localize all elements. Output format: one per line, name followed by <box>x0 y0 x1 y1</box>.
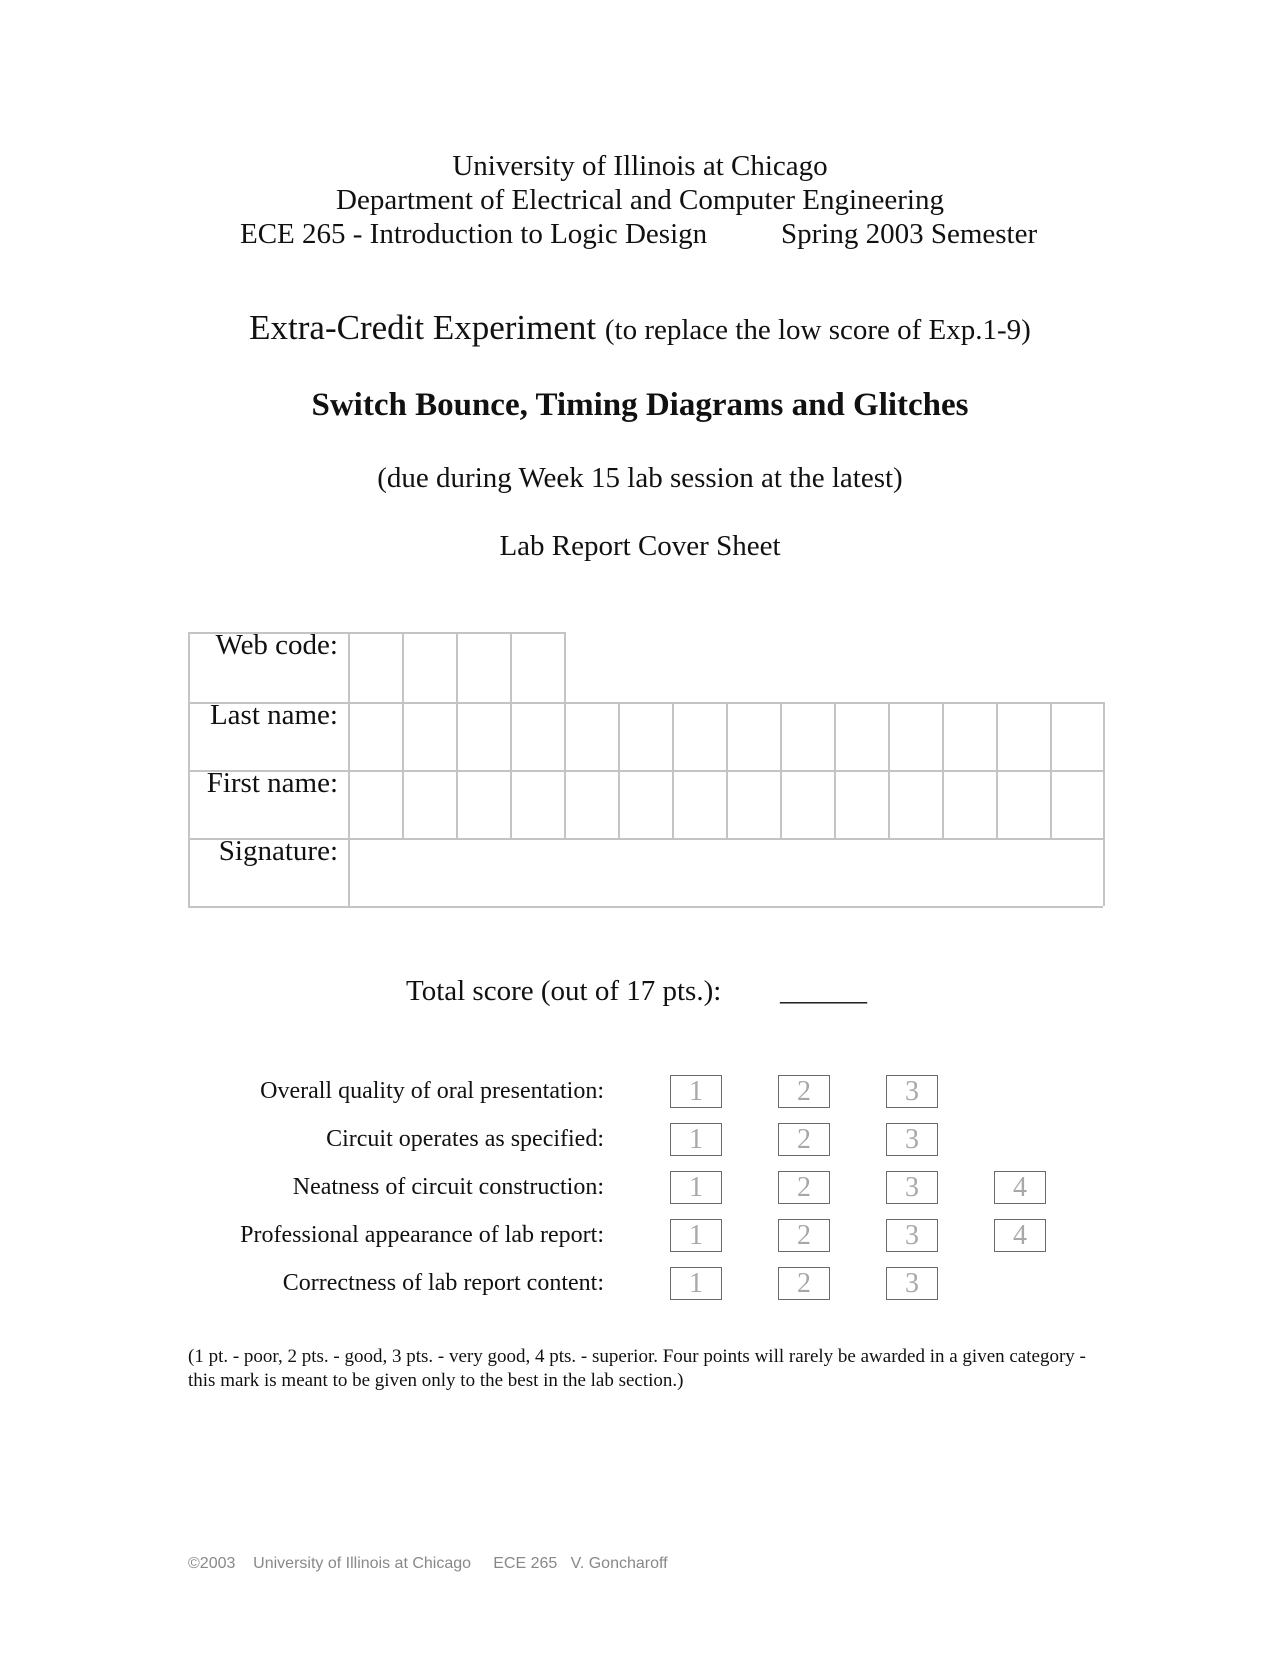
last-name-cell[interactable] <box>564 702 618 770</box>
criterion-label: Neatness of circuit construction: <box>292 1174 604 1200</box>
first-name-cell[interactable] <box>726 770 780 838</box>
first-name-label: First name: <box>206 767 338 799</box>
experiment-title-main: Extra-Credit Experiment <box>249 308 597 347</box>
score-option-2[interactable]: 2 <box>778 1123 830 1156</box>
lab-title: Switch Bounce, Timing Diagrams and Glitches <box>311 387 969 423</box>
first-name-cell[interactable] <box>672 770 726 838</box>
last-name-cell[interactable] <box>996 702 1050 770</box>
web-code-cell[interactable] <box>456 632 510 702</box>
first-name-cell[interactable] <box>1050 770 1104 838</box>
web-code-cell[interactable] <box>402 632 456 702</box>
criterion-label: Overall quality of oral presentation: <box>260 1078 604 1104</box>
cover-sheet-title: Lab Report Cover Sheet <box>499 530 781 562</box>
score-option-1[interactable]: 1 <box>670 1171 722 1204</box>
web-code-cell[interactable] <box>510 632 564 702</box>
last-name-cell[interactable] <box>456 702 510 770</box>
criterion-label: Professional appearance of lab report: <box>240 1222 604 1248</box>
score-option-1[interactable]: 1 <box>670 1267 722 1300</box>
score-option-2[interactable]: 2 <box>778 1075 830 1108</box>
score-option-2[interactable]: 2 <box>778 1267 830 1300</box>
web-code-cell[interactable] <box>348 632 402 702</box>
last-name-cell[interactable] <box>348 702 402 770</box>
score-option-1[interactable]: 1 <box>670 1123 722 1156</box>
first-name-cell[interactable] <box>888 770 942 838</box>
department-name: Department of Electrical and Computer Engineering <box>336 184 944 216</box>
score-option-3[interactable]: 3 <box>886 1075 938 1108</box>
first-name-cell[interactable] <box>564 770 618 838</box>
score-option-3[interactable]: 3 <box>886 1267 938 1300</box>
signature-label: Signature: <box>218 835 338 867</box>
last-name-cell[interactable] <box>402 702 456 770</box>
first-name-cell[interactable] <box>402 770 456 838</box>
form-grid-line <box>564 632 566 702</box>
total-score-blank: ______ <box>780 975 867 1007</box>
score-option-4[interactable]: 4 <box>994 1219 1046 1252</box>
signature-field[interactable] <box>348 838 1103 906</box>
last-name-cell[interactable] <box>942 702 996 770</box>
criterion-label: Correctness of lab report content: <box>282 1270 604 1296</box>
criterion-label: Circuit operates as specified: <box>326 1126 604 1152</box>
score-option-1[interactable]: 1 <box>670 1075 722 1108</box>
scoring-note: (1 pt. - poor, 2 pts. - good, 3 pts. - very good, 4 pts. - superior. Four points will rarely be awarded in a given category - this mark is meant to be given only to the best in the lab section.) <box>188 1346 1086 1391</box>
course-title: ECE 265 - Introduction to Logic Design <box>240 218 708 250</box>
first-name-cell[interactable] <box>780 770 834 838</box>
form-grid-line <box>188 906 1103 908</box>
score-option-2[interactable]: 2 <box>778 1171 830 1204</box>
page-footer: ©2003 University of Illinois at Chicago ECE 265 V. Goncharoff <box>188 1555 668 1572</box>
first-name-cell[interactable] <box>348 770 402 838</box>
first-name-cell[interactable] <box>996 770 1050 838</box>
last-name-cell[interactable] <box>780 702 834 770</box>
score-option-1[interactable]: 1 <box>670 1219 722 1252</box>
experiment-title <box>0 308 1280 350</box>
first-name-cell[interactable] <box>510 770 564 838</box>
first-name-cell[interactable] <box>618 770 672 838</box>
last-name-label: Last name: <box>209 699 338 731</box>
last-name-cell[interactable] <box>888 702 942 770</box>
last-name-cell[interactable] <box>1050 702 1104 770</box>
score-option-4[interactable]: 4 <box>994 1171 1046 1204</box>
due-date: (due during Week 15 lab session at the latest) <box>377 462 903 494</box>
score-option-3[interactable]: 3 <box>886 1123 938 1156</box>
last-name-cell[interactable] <box>726 702 780 770</box>
university-name: University of Illinois at Chicago <box>452 150 828 182</box>
first-name-cell[interactable] <box>834 770 888 838</box>
web-code-label: Web code: <box>215 629 338 661</box>
experiment-subtitle: (to replace the low score of Exp.1-9) <box>604 314 1031 346</box>
first-name-cell[interactable] <box>456 770 510 838</box>
score-option-3[interactable]: 3 <box>886 1219 938 1252</box>
last-name-cell[interactable] <box>834 702 888 770</box>
total-score-label: Total score (out of 17 pts.): <box>406 975 722 1007</box>
last-name-cell[interactable] <box>510 702 564 770</box>
last-name-cell[interactable] <box>618 702 672 770</box>
score-option-3[interactable]: 3 <box>886 1171 938 1204</box>
last-name-cell[interactable] <box>672 702 726 770</box>
score-option-2[interactable]: 2 <box>778 1219 830 1252</box>
first-name-cell[interactable] <box>942 770 996 838</box>
semester: Spring 2003 Semester <box>781 218 1038 250</box>
